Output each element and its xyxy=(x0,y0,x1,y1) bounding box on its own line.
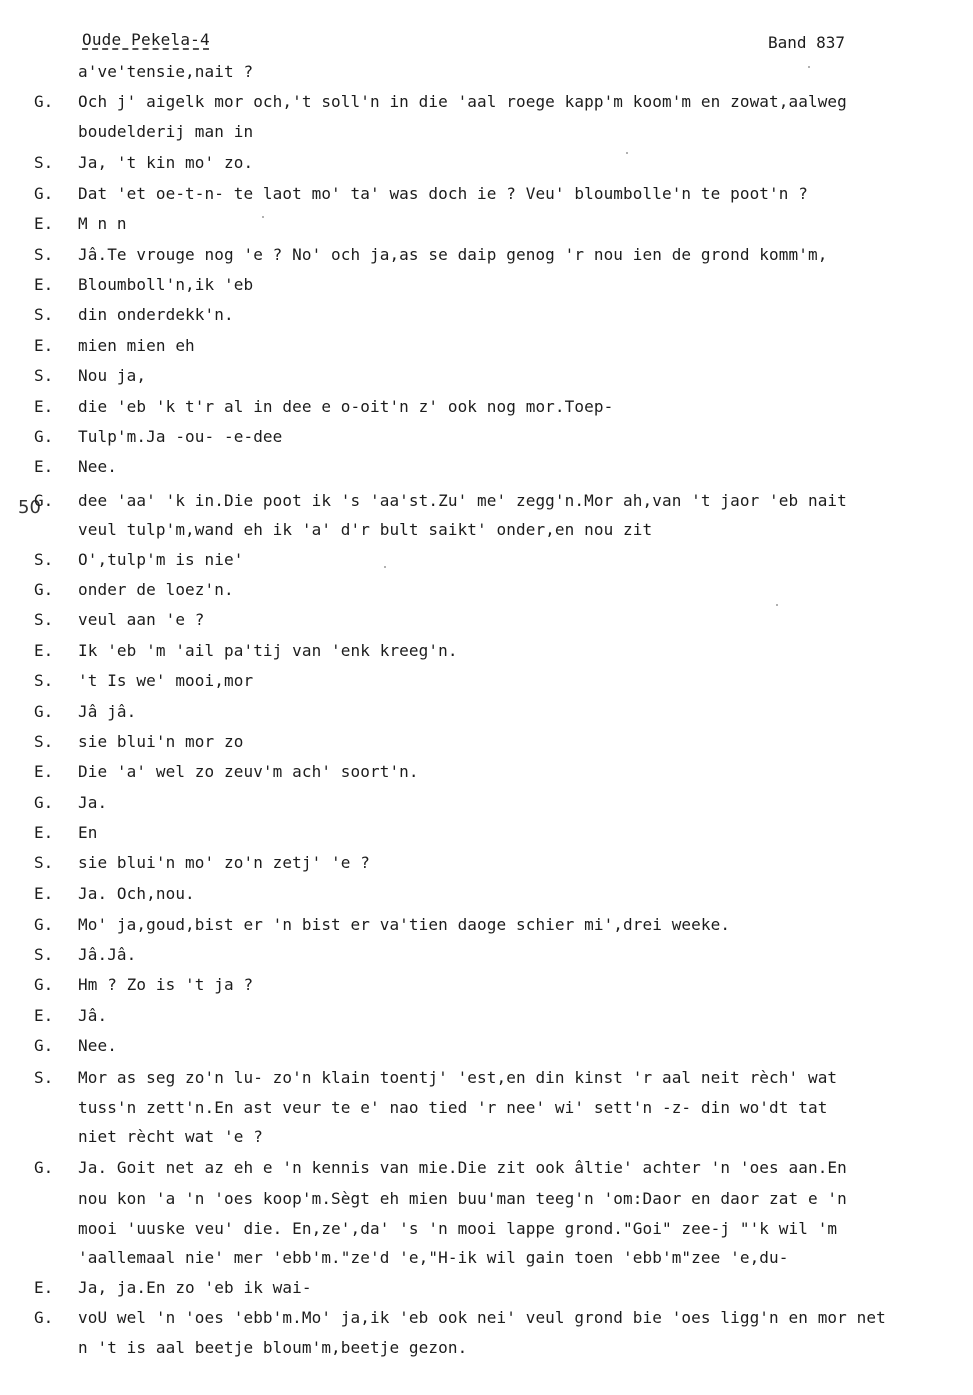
speaker-label: E. xyxy=(34,275,54,294)
transcript-line xyxy=(0,1278,973,1308)
speaker-label: G. xyxy=(34,702,54,721)
transcript-line xyxy=(0,1006,973,1036)
speaker-label: E. xyxy=(34,214,54,233)
transcript-line xyxy=(0,520,973,550)
utterance-text: mien mien eh xyxy=(78,336,195,355)
speaker-label: S. xyxy=(34,366,54,385)
utterance-text: O',tulp'm is nie' xyxy=(78,550,244,569)
utterance-text: veul aan 'e ? xyxy=(78,610,205,629)
transcript-line xyxy=(0,491,973,521)
transcript-line xyxy=(0,457,973,487)
transcript-line xyxy=(0,1338,973,1368)
transcript-line xyxy=(0,214,973,244)
transcript-line xyxy=(0,397,973,427)
transcript-line xyxy=(0,823,973,853)
transcript-line xyxy=(0,1068,973,1098)
speaker-label: G. xyxy=(34,580,54,599)
speaker-label: S. xyxy=(34,671,54,690)
utterance-text: Jâ. xyxy=(78,1006,108,1025)
utterance-text: Mo' ja,goud,bist er 'n bist er va'tien daoge schier mi',drei weeke. xyxy=(78,915,731,934)
transcript-line xyxy=(0,1036,973,1066)
utterance-text: Och j' aigelk mor och,'t soll'n in die 'aal roege kapp'm koom'm en zowat,aalweg xyxy=(78,92,847,111)
transcript-line xyxy=(0,122,973,152)
transcript-line xyxy=(0,275,973,305)
utterance-text: veul tulp'm,wand eh ik 'a' d'r bult saikt' onder,en nou zit xyxy=(78,520,653,539)
utterance-text: M n n xyxy=(78,214,127,233)
utterance-text: Dat 'et oe-t-n- te laot mo' ta' was doch ie ? Veu' bloumbolle'n te poot'n ? xyxy=(78,184,808,203)
utterance-text: Bloumboll'n,ik 'eb xyxy=(78,275,254,294)
band-number: Band 837 xyxy=(768,33,846,52)
transcript-line xyxy=(0,427,973,457)
speaker-label: S. xyxy=(34,550,54,569)
transcript-line xyxy=(0,975,973,1005)
utterance-text: Nou ja, xyxy=(78,366,147,385)
transcript-line xyxy=(0,702,973,732)
utterance-text: Nee. xyxy=(78,1036,117,1055)
utterance-text: voU wel 'n 'oes 'ebb'm.Mo' ja,ik 'eb ook nei' veul grond bie 'oes ligg'n en mor net xyxy=(78,1308,886,1327)
transcript-line xyxy=(0,245,973,275)
transcript-line xyxy=(0,853,973,883)
utterance-text: sie blui'n mo' zo'n zetj' 'e ? xyxy=(78,853,370,872)
speaker-label: G. xyxy=(34,491,54,510)
transcript-line xyxy=(0,1189,973,1219)
utterance-text: sie blui'n mor zo xyxy=(78,732,244,751)
speaker-label: G. xyxy=(34,793,54,812)
utterance-text: onder de loez'n. xyxy=(78,580,234,599)
transcript-line xyxy=(0,671,973,701)
speaker-label: E. xyxy=(34,884,54,903)
utterance-text: Ja, 't kin mo' zo. xyxy=(78,153,254,172)
speaker-label: E. xyxy=(34,1006,54,1025)
transcript-line xyxy=(0,62,973,92)
transcript-line xyxy=(0,366,973,396)
utterance-text: Ja. xyxy=(78,793,108,812)
speaker-label: S. xyxy=(34,732,54,751)
transcript-line xyxy=(0,762,973,792)
speaker-label: G. xyxy=(34,1036,54,1055)
transcript-line xyxy=(0,915,973,945)
transcript-line xyxy=(0,1158,973,1188)
transcript-line xyxy=(0,305,973,335)
utterance-text: din onderdekk'n. xyxy=(78,305,234,324)
speaker-label: E. xyxy=(34,1278,54,1297)
utterance-text: Jâ jâ. xyxy=(78,702,137,721)
transcript-line xyxy=(0,184,973,214)
speaker-label: G. xyxy=(34,1308,54,1327)
transcript-line xyxy=(0,1248,973,1278)
transcript-line xyxy=(0,610,973,640)
utterance-text: Ja, ja.En zo 'eb ik wai- xyxy=(78,1278,312,1297)
utterance-text: tuss'n zett'n.En ast veur te e' nao tied 'r nee' wi' sett'n -z- din wo'dt tat xyxy=(78,1098,828,1117)
utterance-text: die 'eb 'k t'r al in dee e o-oit'n z' ook nog mor.Toep- xyxy=(78,397,614,416)
speaker-label: G. xyxy=(34,1158,54,1177)
speaker-label: S. xyxy=(34,945,54,964)
speaker-label: E. xyxy=(34,762,54,781)
transcript-line xyxy=(0,884,973,914)
speaker-label: S. xyxy=(34,305,54,324)
utterance-text: mooi 'uuske veu' die. En,ze',da' 's 'n mooi lappe grond."Goi" zee-j "'k wil 'm xyxy=(78,1219,838,1238)
utterance-text: n 't is aal beetje bloum'm,beetje gezon. xyxy=(78,1338,468,1357)
speaker-label: E. xyxy=(34,823,54,842)
utterance-text: 'aallemaal nie' mer 'ebb'm."ze'd 'e,"H-ik wil gain toen 'ebb'm"zee 'e,du- xyxy=(78,1248,789,1267)
transcript-line xyxy=(0,1308,973,1338)
utterance-text: Ja. Goit net az eh e 'n kennis van mie.Die zit ook âltie' achter 'n 'oes aan.En xyxy=(78,1158,847,1177)
utterance-text: Nee. xyxy=(78,457,117,476)
transcript-line xyxy=(0,641,973,671)
speaker-label: E. xyxy=(34,641,54,660)
utterance-text: niet rècht wat 'e ? xyxy=(78,1127,263,1146)
speaker-label: S. xyxy=(34,153,54,172)
transcript-line xyxy=(0,732,973,762)
utterance-text: Die 'a' wel zo zeuv'm ach' soort'n. xyxy=(78,762,419,781)
speaker-label: E. xyxy=(34,457,54,476)
document-title: Oude Pekela-4 xyxy=(82,30,210,49)
utterance-text: boudelderij man in xyxy=(78,122,254,141)
speaker-label: G. xyxy=(34,184,54,203)
speaker-label: S. xyxy=(34,853,54,872)
transcript-line xyxy=(0,1098,973,1128)
utterance-text: Ik 'eb 'm 'ail pa'tij van 'enk kreeg'n. xyxy=(78,641,458,660)
utterance-text: a've'tensie,nait ? xyxy=(78,62,254,81)
utterance-text: dee 'aa' 'k in.Die poot ik 's 'aa'st.Zu' me' zegg'n.Mor ah,van 't jaor 'eb nait xyxy=(78,491,847,510)
transcript-line xyxy=(0,1127,973,1157)
utterance-text: Hm ? Zo is 't ja ? xyxy=(78,975,254,994)
utterance-text: Mor as seg zo'n lu- zo'n klain toentj' 'est,en din kinst 'r aal neit rèch' wat xyxy=(78,1068,838,1087)
transcript-line xyxy=(0,336,973,366)
utterance-text: Jâ.Te vrouge nog 'e ? No' och ja,as se daip genog 'r nou ien de grond komm'm, xyxy=(78,245,828,264)
speaker-label: G. xyxy=(34,427,54,446)
transcript-line xyxy=(0,793,973,823)
utterance-text: En xyxy=(78,823,98,842)
transcript-line xyxy=(0,945,973,975)
handwritten-margin-note: 50 xyxy=(18,497,41,518)
speaker-label: E. xyxy=(34,336,54,355)
speaker-label: G. xyxy=(34,915,54,934)
speaker-label: S. xyxy=(34,245,54,264)
speaker-label: S. xyxy=(34,1068,54,1087)
utterance-text: nou kon 'a 'n 'oes koop'm.Sègt eh mien buu'man teeg'n 'om:Daor en daor zat e 'n xyxy=(78,1189,847,1208)
speaker-label: E. xyxy=(34,397,54,416)
transcript-line xyxy=(0,550,973,580)
transcript-line xyxy=(0,1219,973,1249)
speaker-label: G. xyxy=(34,975,54,994)
utterance-text: Ja. Och,nou. xyxy=(78,884,195,903)
transcript-line xyxy=(0,92,973,122)
speaker-label: S. xyxy=(34,610,54,629)
speaker-label: G. xyxy=(34,92,54,111)
utterance-text: Tulp'm.Ja -ou- -e-dee xyxy=(78,427,283,446)
transcript-line xyxy=(0,580,973,610)
utterance-text: 't Is we' mooi,mor xyxy=(78,671,254,690)
transcript-line xyxy=(0,153,973,183)
utterance-text: Jâ.Jâ. xyxy=(78,945,137,964)
